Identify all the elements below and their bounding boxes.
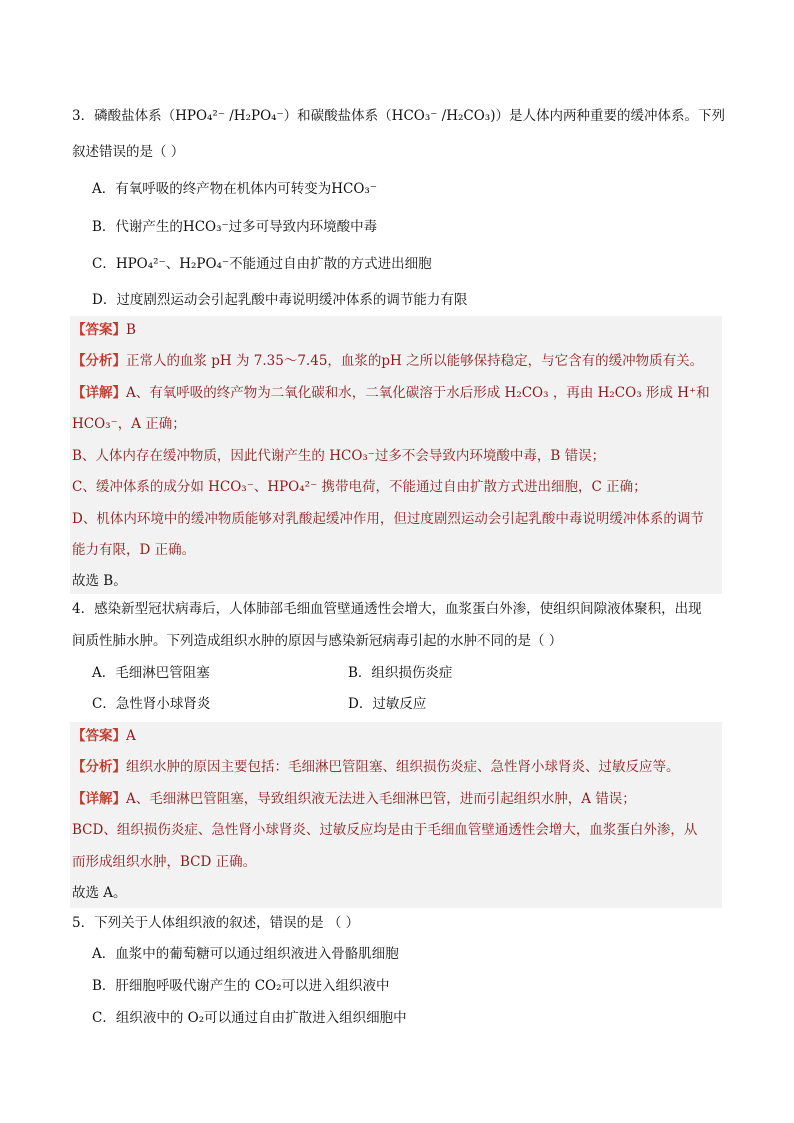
q3-option-a: A．有氧呼吸的终产物在机体内可转变为HCO₃⁻	[92, 181, 377, 197]
q4-analysis-tag: 【分析】	[72, 759, 126, 775]
q3-stem-line1: 3．磷酸盐体系（HPO₄²⁻ /H₂PO₄⁻）和碳酸盐体系（HCO₃⁻ /H₂CO₃)）是人体内两种重要的缓冲体系。下列	[72, 108, 725, 124]
q4-answer-value: A	[126, 728, 136, 744]
q3-conclusion: 故选 B。	[72, 573, 127, 589]
q3-detail-line6: 能力有限，D 正确。	[72, 542, 196, 558]
q3-option-d: D．过度剧烈运动会引起乳酸中毒说明缓冲体系的调节能力有限	[92, 292, 468, 308]
q4-option-d: D．过敏反应	[348, 696, 427, 712]
q3-analysis-text: 正常人的血浆 pH 为 7.35～7.45，血浆的pH 之所以能够保持稳定，与它含有的缓冲物质有关。	[126, 353, 704, 369]
q5-option-b: B．肝细胞呼吸代谢产生的 CO₂可以进入组织液中	[92, 978, 390, 994]
q5-stem: 5．下列关于人体组织液的叙述，错误的是 （ ）	[72, 915, 360, 931]
q4-detail-line2: BCD、组织损伤炎症、急性肾小球肾炎、过敏反应均是由于毛细血管壁通透性会增大，血浆蛋白外渗，从	[72, 822, 698, 838]
q3-answer-line	[72, 320, 136, 340]
q3-detail-text1: A、有氧呼吸的终产物为二氧化碳和水，二氧化碳溶于水后形成 H₂CO₃ ，再由 H₂CO₃ 形成 H⁺和	[126, 385, 710, 401]
q4-detail-line3: 而形成组织水肿，BCD 正确。	[72, 854, 257, 870]
q3-detail-tag: 【详解】	[72, 385, 126, 401]
q3-analysis-tag: 【分析】	[72, 353, 126, 369]
q4-analysis-text: 组织水肿的原因主要包括：毛细淋巴管阻塞、组织损伤炎症、急性肾小球肾炎、过敏反应等。	[126, 759, 680, 775]
q3-answer-value: B	[126, 322, 136, 338]
q5-option-a: A．血浆中的葡萄糖可以通过组织液进入骨骼肌细胞	[92, 946, 399, 962]
q3-detail-line3: B、人体内存在缓冲物质，因此代谢产生的 HCO₃⁻过多不会导致内环境酸中毒，B 错误；	[72, 448, 606, 464]
q3-option-b: B．代谢产生的HCO₃⁻过多可导致内环境酸中毒	[92, 219, 378, 235]
q3-detail-line1	[72, 383, 710, 403]
q3-analysis-line	[72, 351, 703, 371]
q4-stem-line1: 4．感染新型冠状病毒后，人体肺部毛细血管壁通透性会增大，血浆蛋白外渗，使组织间隙液体聚积，出现	[72, 601, 702, 617]
q4-option-b: B．组织损伤炎症	[348, 665, 453, 681]
q4-answer-line	[72, 726, 136, 746]
q4-detail-text1: A、毛细淋巴管阻塞，导致组织液无法进入毛细淋巴管，进而引起组织水肿，A 错误；	[126, 791, 636, 807]
q4-conclusion: 故选 A。	[72, 885, 127, 901]
q3-detail-line4: C、缓冲体系的成分如 HCO₃⁻、HPO₄²⁻ 携带电荷，不能通过自由扩散方式进出细胞，C 正确；	[72, 479, 647, 495]
q4-option-c: C．急性肾小球肾炎	[92, 696, 211, 712]
q3-answer-block	[70, 316, 722, 594]
q5-option-c: C．组织液中的 O₂可以通过自由扩散进入组织细胞中	[92, 1010, 407, 1026]
q4-option-a: A．毛细淋巴管阻塞	[92, 665, 210, 681]
q3-detail-line2: HCO₃⁻，A 正确；	[72, 416, 186, 432]
q4-stem-line2: 间质性肺水肿。下列造成组织水肿的原因与感染新冠病毒引起的水肿不同的是（ ）	[72, 633, 563, 649]
q4-detail-line1	[72, 789, 636, 809]
q3-answer-tag: 【答案】	[72, 322, 126, 338]
q4-answer-tag: 【答案】	[72, 728, 126, 744]
q3-detail-line5: D、机体内环境中的缓冲物质能够对乳酸起缓冲作用，但过度剧烈运动会引起乳酸中毒说明缓冲体系的调节	[72, 511, 704, 527]
q4-analysis-line	[72, 757, 680, 777]
q3-option-c: C．HPO₄²⁻、H₂PO₄⁻不能通过自由扩散的方式进出细胞	[92, 256, 432, 272]
q3-stem-line2: 叙述错误的是（ ）	[72, 144, 185, 160]
q4-detail-tag: 【详解】	[72, 791, 126, 807]
q4-answer-block	[70, 722, 722, 908]
